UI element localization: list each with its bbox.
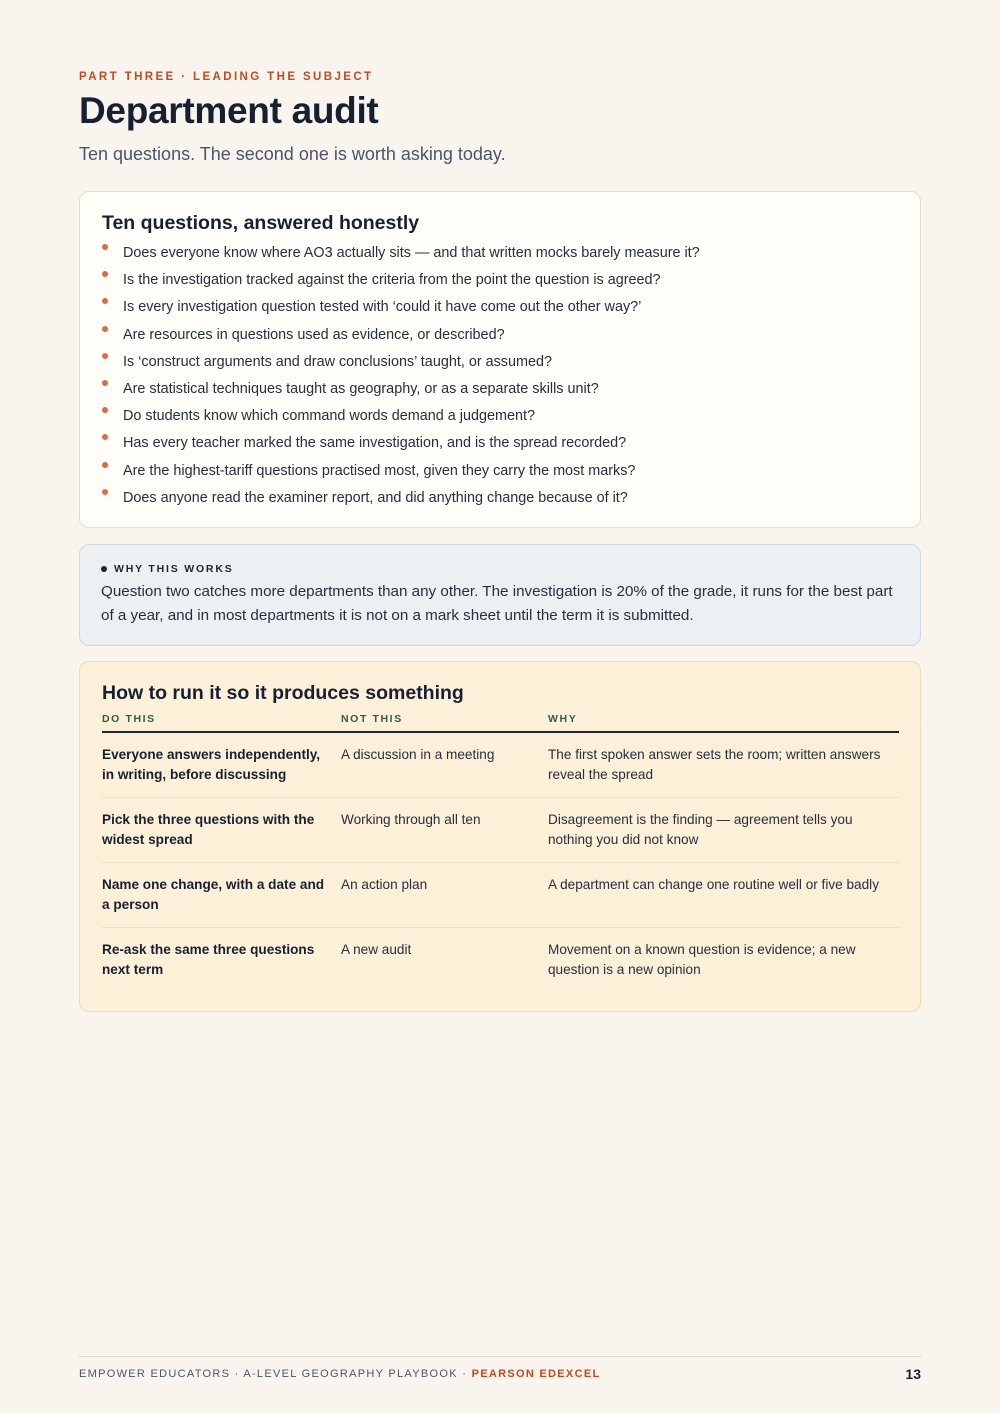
footer-text bbox=[79, 1368, 600, 1380]
bullet-icon bbox=[102, 434, 108, 440]
cell-why: A department can change one routine well or five badly bbox=[548, 863, 899, 928]
cell-why: The first spoken answer sets the room; written answers reveal the spread bbox=[548, 732, 899, 798]
cell-not: A new audit bbox=[341, 942, 412, 957]
questions-card bbox=[79, 191, 921, 528]
question-text: Is the investigation tracked against the criteria from the point the question is agreed? bbox=[123, 272, 661, 289]
cell-not: A discussion in a meeting bbox=[341, 732, 548, 798]
bullet-icon bbox=[102, 271, 108, 277]
question-text: Does anyone read the examiner report, and did anything change because of it? bbox=[123, 489, 628, 506]
list-item bbox=[102, 405, 898, 432]
why-label: WHY THIS WORKS bbox=[114, 563, 234, 575]
page-title: Department audit bbox=[79, 90, 379, 131]
list-item bbox=[102, 432, 898, 459]
bullet-icon bbox=[102, 380, 108, 386]
table-row bbox=[102, 928, 899, 993]
bullet-icon bbox=[102, 407, 108, 413]
question-text: Do students know which command words demand a judgement? bbox=[123, 408, 535, 425]
question-text: Are statistical techniques taught as geography, or as a separate skills unit? bbox=[123, 380, 599, 397]
cell-do: Re-ask the same three questions next term bbox=[102, 942, 315, 977]
list-item bbox=[102, 296, 898, 323]
list-item bbox=[102, 269, 898, 296]
cell-why: Disagreement is the finding — agreement tells you nothing you did not know bbox=[548, 798, 899, 863]
question-text: Are the highest-tariff questions practised most, given they carry the most marks? bbox=[123, 462, 636, 479]
bullet-icon bbox=[102, 353, 108, 359]
questions-list bbox=[102, 242, 898, 514]
question-text: Are resources in questions used as evidence, or described? bbox=[123, 326, 505, 343]
why-header bbox=[101, 563, 899, 575]
cell-not: An action plan bbox=[341, 863, 548, 928]
run-table bbox=[102, 713, 899, 992]
question-text: Does everyone know where AO3 actually sits — and that written mocks barely measure it? bbox=[123, 245, 700, 261]
table-row bbox=[102, 732, 899, 798]
question-text: Is every investigation question tested with ‘could it have come out the other way?’ bbox=[123, 299, 642, 316]
cell-do: Name one change, with a date and a person bbox=[102, 863, 341, 928]
questions-title: Ten questions, answered honestly bbox=[102, 212, 420, 234]
why-callout bbox=[79, 544, 921, 646]
run-title: How to run it so it produces something bbox=[102, 682, 464, 704]
page-footer bbox=[79, 1356, 921, 1382]
list-item bbox=[102, 460, 898, 487]
question-text: Has every teacher marked the same investigation, and is the spread recorded? bbox=[123, 435, 627, 452]
why-body: Question two catches more departments than any other. The investigation is 20% of the grade, it runs for the best part of a year, and in most departments it is not on a mark sheet until the term it is submitted. bbox=[101, 583, 893, 624]
question-text: Is ‘construct arguments and draw conclusions’ taught, or assumed? bbox=[123, 353, 553, 370]
section-eyebrow: PART THREE · LEADING THE SUBJECT bbox=[79, 71, 374, 83]
bullet-icon bbox=[102, 489, 108, 495]
run-card bbox=[79, 661, 921, 1012]
list-item bbox=[102, 242, 898, 269]
footer-publication: EMPOWER EDUCATORS · A-LEVEL GEOGRAPHY PLAYBOOK · bbox=[79, 1368, 472, 1380]
cell-not: Working through all ten bbox=[341, 798, 548, 863]
footer-brand: PEARSON EDEXCEL bbox=[471, 1368, 601, 1380]
dot-icon bbox=[101, 566, 107, 572]
bullet-icon bbox=[102, 244, 108, 250]
cell-do: Pick the three questions with the widest spread bbox=[102, 798, 341, 863]
list-item bbox=[102, 351, 898, 378]
list-item bbox=[102, 487, 898, 514]
bullet-icon bbox=[102, 326, 108, 332]
cell-do: Everyone answers independently, in writing, before discussing bbox=[102, 732, 341, 798]
page-number: 13 bbox=[905, 1366, 921, 1382]
page-subtitle: Ten questions. The second one is worth asking today. bbox=[79, 144, 506, 164]
cell-why: Movement on a known question is evidence; a new question is a new opinion bbox=[548, 942, 856, 977]
list-item bbox=[102, 378, 898, 405]
bullet-icon bbox=[102, 298, 108, 304]
table-row bbox=[102, 863, 899, 928]
column-header-do: DO THIS bbox=[102, 713, 341, 732]
table-header-row bbox=[102, 713, 899, 732]
bullet-icon bbox=[102, 462, 108, 468]
list-item bbox=[102, 324, 898, 351]
table-row bbox=[102, 798, 899, 863]
column-header-why: WHY bbox=[548, 713, 899, 732]
column-header-not: NOT THIS bbox=[341, 713, 548, 732]
